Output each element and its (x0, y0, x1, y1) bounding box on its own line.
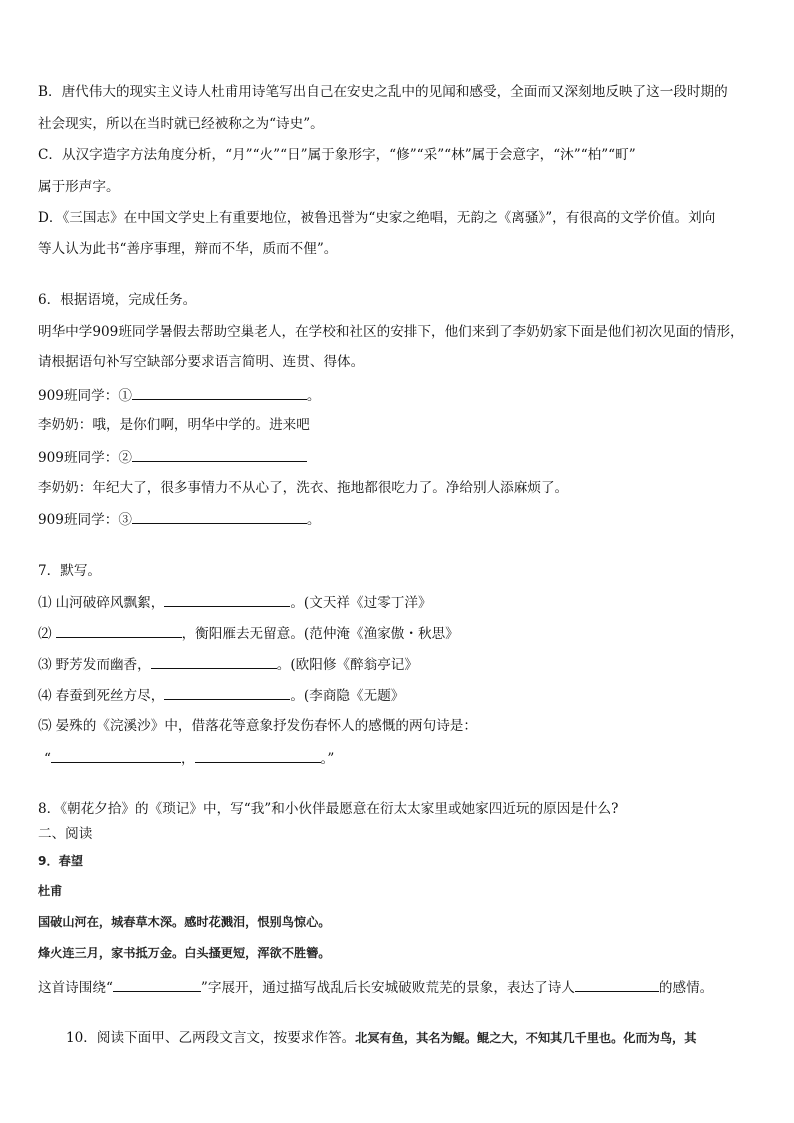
q9-emotion-blank[interactable] (575, 977, 659, 992)
q6-dialogue-4: 李奶奶：年纪大了，很多事情力不从心了，洗衣、拖地都很吃力了。净给别人添麻烦了。 (38, 480, 569, 496)
q9-keyword-blank[interactable] (113, 977, 201, 992)
q7-item-5-comma: ， (180, 751, 195, 767)
q9-question-prefix: 这首诗围绕“ (38, 980, 113, 996)
q9-title: 9．春望 (38, 854, 84, 868)
q7-title: 7．默写。 (38, 563, 102, 579)
q10-instruction: 10．阅读下面甲、乙两段文言文，按要求作答。 (66, 1030, 356, 1046)
q7-item-1-prefix: 山河破碎风飘絮， (55, 595, 165, 611)
option-d-line-1: D．《三国志》在中国文学史上有重要地位，被鲁迅誉为“史家之绝唱，无韵之《离骚》”，有很高的文学价值。刘向 (38, 210, 716, 226)
q9-poem-line-1: 国破山河在，城春草木深。感时花溅泪，恨别鸟惊心。 (38, 915, 331, 929)
q7-item-4-blank[interactable] (164, 685, 290, 700)
q6-intro-line-2: 请根据语句补写空缺部分要求语言简明、连贯、得体。 (38, 354, 365, 370)
q7-item-2-suffix: ，衡阳雁去无留意。(范仲淹《渔家傲・秋思》 (181, 626, 459, 642)
q7-item-3-suffix: 。(欧阳修《醉翁亭记》 (276, 657, 418, 673)
q6-answer-blank-1[interactable] (132, 385, 307, 400)
q6-speaker-5: 909班同学：③ (38, 512, 132, 528)
q7-item-3-number: ⑶ (38, 657, 52, 673)
q6-answer-blank-3[interactable] (132, 509, 307, 524)
q6-period-1: 。 (306, 388, 321, 404)
q6-dialogue-2: 李奶奶：哦，是你们啊，明华中学的。进来吧 (38, 417, 310, 433)
q7-item-1-number: ⑴ (38, 595, 52, 611)
q10-text (66, 1028, 696, 1048)
option-c-line-2: 属于形声字。 (38, 179, 120, 195)
q6-dialogue-3 (38, 447, 307, 468)
q7-item-5-blank-2[interactable] (195, 748, 321, 763)
q6-period-5: 。 (306, 512, 321, 528)
option-b-line-2: 社会现实，所以在当时就已经被称之为“诗史”。 (38, 116, 324, 132)
q7-item-5-number: ⑸ (38, 718, 52, 734)
q6-speaker-3: 909班同学：② (38, 450, 132, 466)
q7-item-5-text: 晏殊的《浣溪沙》中，借落花等意象抒发伤春怀人的感慨的两句诗是： (55, 718, 477, 734)
q7-item-3 (38, 654, 418, 675)
q7-item-1 (38, 592, 432, 613)
option-d-line-2: 等人认为此书“善序事理，辩而不华，质而不俚”。 (38, 241, 338, 257)
section-reading-title: 二、阅读 (38, 826, 93, 842)
q9-poem-author: 杜甫 (38, 884, 63, 898)
q7-item-2 (38, 623, 459, 644)
q8-text: 8．《朝花夕拾》的《琐记》中，写“我”和小伙伴最愿意在衍太太家里或她家四近玩的原因是什么? (38, 801, 619, 817)
q7-item-5-blank-1[interactable] (51, 748, 181, 763)
q6-title: 6．根据语境，完成任务。 (38, 292, 197, 308)
q6-dialogue-5 (38, 509, 321, 530)
q7-item-3-prefix: 野芳发而幽香， (55, 657, 151, 673)
q7-item-3-blank[interactable] (151, 654, 277, 669)
q7-item-5 (38, 716, 477, 736)
q7-item-2-blank[interactable] (56, 623, 182, 638)
q9-question (38, 977, 713, 998)
q7-item-1-suffix: 。(文天祥《过零丁洋》 (290, 595, 432, 611)
q6-speaker-1: 909班同学：① (38, 388, 132, 404)
q9-poem-line-2: 烽火连三月，家书抵万金。白头搔更短，浑欲不胜簪。 (38, 946, 331, 960)
option-b-line-1: B．唐代伟大的现实主义诗人杜甫用诗笔写出自己在安史之乱中的见闻和感受，全面而又深刻地反映了这一段时期的 (38, 84, 728, 100)
q7-item-5-close-quote: 。” (320, 751, 335, 767)
q7-item-5-open-quote: “ (44, 751, 51, 767)
q7-item-5-answer-line (44, 748, 334, 769)
q7-item-4-number: ⑷ (38, 688, 52, 704)
q7-item-4 (38, 685, 404, 706)
q6-answer-blank-2[interactable] (132, 447, 307, 462)
q7-item-2-number: ⑵ (38, 626, 52, 642)
option-c-line-1: C．从汉字造字方法角度分析，“月”“火”“日”属于象形字，“修”“采”“林”属于会意字，“沐”“柏”“町” (38, 147, 636, 163)
q9-question-suffix: 的感情。 (658, 980, 714, 996)
q7-item-1-blank[interactable] (164, 592, 290, 607)
q7-item-4-prefix: 春蚕到死丝方尽， (55, 688, 165, 704)
q9-question-middle: ”字展开，通过描写战乱后长安城破败荒芜的景象，表达了诗人 (200, 980, 575, 996)
q6-dialogue-1 (38, 385, 321, 406)
q10-classical-quote: 北冥有鱼，其名为鲲。鲲之大，不知其几千里也。化而为鸟，其 (355, 1031, 697, 1045)
q7-item-4-suffix: 。(李商隐《无题》 (290, 688, 405, 704)
q6-intro-line-1: 明华中学909班同学暑假去帮助空巢老人，在学校和社区的安排下，他们来到了李奶奶家下面是他们初次见面的情形， (38, 324, 744, 340)
